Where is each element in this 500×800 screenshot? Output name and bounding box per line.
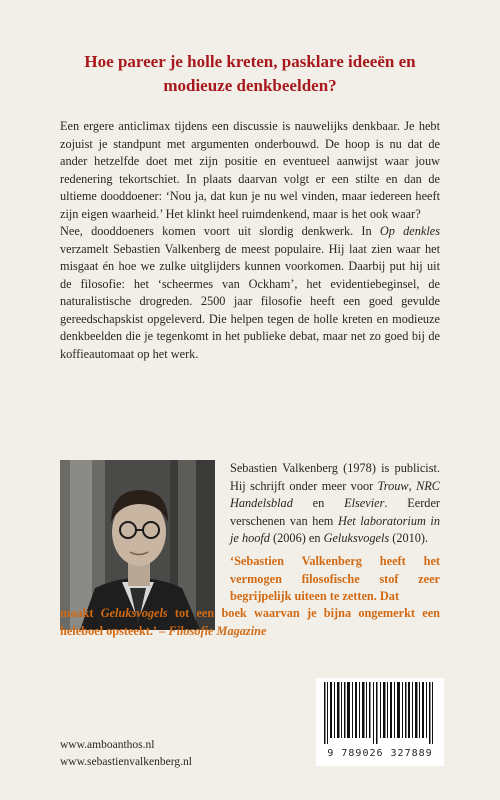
author-url[interactable]: www.sebastienvalkenberg.nl xyxy=(60,756,192,768)
review-quote-continued: maakt Geluksvogels tot een boek waarvan je bijna ongemerkt een heleboel opsteekt.’ – Filosofie Magazine xyxy=(60,606,440,638)
book-title-op-denkles: Op denkles xyxy=(379,224,441,238)
quote-source: Filosofie Magazine xyxy=(168,623,267,638)
author-bio: Sebastien Valkenberg (1978) is publicist. Hij schrijft onder meer voor Trouw, NRC Handelsblad en Elsevier. Eerder verschenen van hem Het laboratorium in je hoofd (2006) en Geluksvogels (2010). xyxy=(230,461,440,545)
isbn-number: 9 789026 327889 xyxy=(327,748,433,759)
website-links xyxy=(60,737,192,771)
barcode-icon xyxy=(316,678,444,748)
blurb-paragraph-1: Een ergere anticlimax tijdens een discussie is nauwelijks denkbaar. Je hebt zojuist je standpunt met argumenten onderbouwd. De hoop is nu dat de ander hetzelfde doet met zijn positie en eventueel aanwijst waar jouw redenering tekortschiet. In plaats daarvan volgt er een stilte en dan de ultieme dooddoener: ‘Nou ja, dat kun je nu wel vinden, maar iedereen heeft zijn eigen waarheid.’ Het klinkt heel ruimdenkend, maar is het ook waar? xyxy=(60,119,440,221)
blurb-text xyxy=(60,118,440,363)
headline: Hoe pareer je holle kreten, pasklare ideeën en modieuze denkbeelden? xyxy=(84,52,416,95)
publisher-url[interactable]: www.amboanthos.nl xyxy=(60,739,155,751)
blurb-paragraph-2: Nee, dooddoeners komen voort uit slordig denkwerk. In Op denkles verzamelt Sebastien Valkenberg de meest populaire. Hij laat zien waar het misgaat én hoe we zulke uitglijders kunnen voorkomen. Daarbij put hij uit de filosofie: het ‘scheermes van Ockham’, het evidentiebeginsel, de naturalistische drogreden. 2500 jaar filosofie heeft een goed gevulde gereedschapskist opgeleverd. Die helpen tegen de holle kreten en modieuze denkbeelden die je tegenkomt in het publieke debat, maar net zo goed bij de koffieautomaat op het werk. xyxy=(60,224,441,361)
review-quote: ‘Sebastien Valkenberg heeft het vermogen filosofische stof zeer begrijpelijk uiteen te zetten. Dat xyxy=(230,554,440,603)
